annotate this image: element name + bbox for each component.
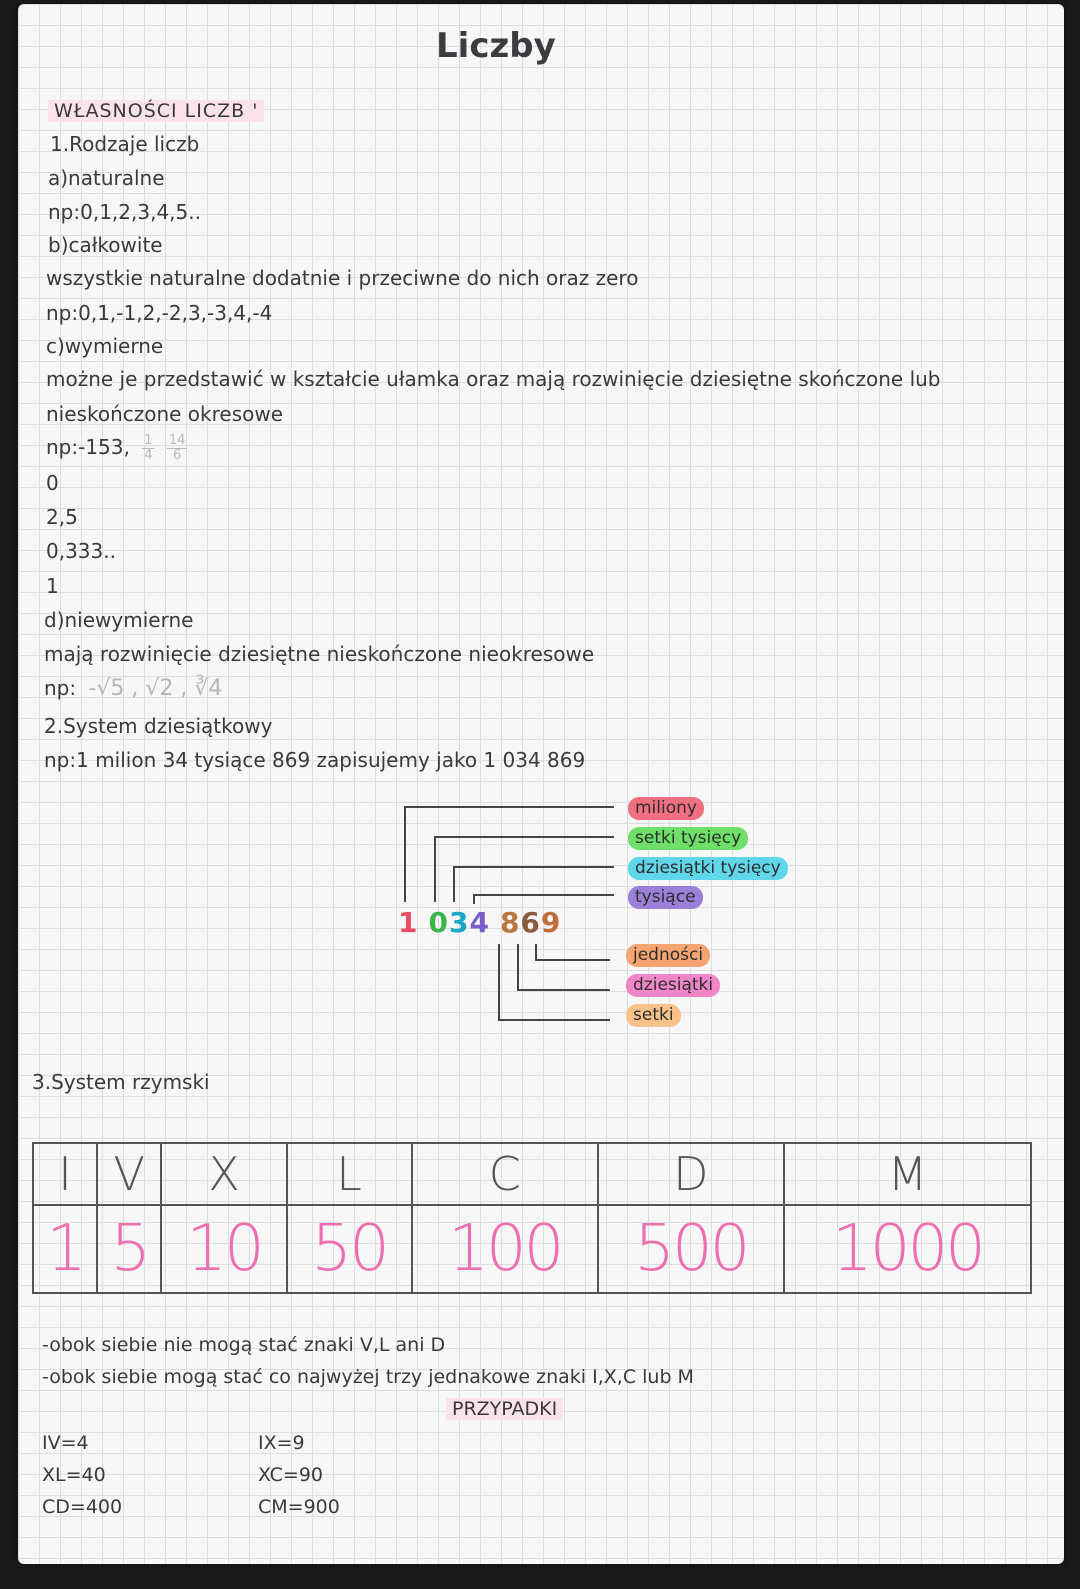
- roman-symbol-cell: I: [33, 1143, 97, 1205]
- section2-heading: 2.System dziesiątkowy: [44, 714, 273, 738]
- naturalne-label: a)naturalne: [48, 166, 165, 190]
- line-setki-v: [498, 944, 500, 1020]
- niewymierne-example: [44, 676, 222, 701]
- case-right: XC=90: [258, 1464, 323, 1486]
- digit-dziesiatki: 6: [520, 906, 541, 939]
- niewymierne-label: d)niewymierne: [44, 608, 194, 632]
- roman-value-cell: 1: [33, 1205, 97, 1293]
- badge-miliony: miliony: [628, 797, 704, 820]
- roman-symbol-cell: M: [784, 1143, 1031, 1205]
- badge-setki: setki: [626, 1004, 681, 1027]
- wymierne-label: c)wymierne: [46, 334, 164, 358]
- niewymierne-desc: mają rozwinięcie dziesiętne nieskończone nieokresowe: [44, 642, 595, 666]
- roman-symbol-cell: V: [97, 1143, 161, 1205]
- fraction-one-quarter: [142, 434, 154, 463]
- badge-setki-tysiecy: setki tysięcy: [628, 827, 748, 850]
- roman-symbol-cell: D: [598, 1143, 784, 1205]
- section1-heading: [48, 98, 264, 122]
- wymierne-example: [46, 434, 187, 463]
- roman-values-row: [33, 1205, 1031, 1293]
- line-dziesiatki-h: [517, 989, 610, 991]
- line-miliony-h: [404, 806, 614, 808]
- digit-setki-tysiecy: 0: [428, 906, 449, 939]
- badge-jednosci: jedności: [626, 944, 710, 967]
- case-left: CD=400: [42, 1496, 123, 1518]
- digit-tysiace: 4: [469, 906, 490, 939]
- roman-symbol-cell: C: [412, 1143, 598, 1205]
- page-title: Liczby: [436, 26, 556, 66]
- fraction-numerator: 1: [144, 433, 153, 448]
- digit-miliony: 1: [398, 906, 419, 939]
- line-setki-h: [498, 1019, 610, 1021]
- roman-value-cell: 1000: [784, 1205, 1031, 1293]
- wymierne-ex-2: 0,333..: [46, 539, 116, 563]
- notebook-page: [18, 4, 1064, 1564]
- section1-heading-text: WŁASNOŚCI LICZB ': [48, 100, 264, 122]
- naturalne-example: np:0,1,2,3,4,5..: [48, 200, 201, 224]
- fraction-fourteen-sixths: [167, 434, 188, 463]
- digit-jednosci: 9: [540, 906, 562, 939]
- line-setki-tysiecy-h: [434, 836, 614, 838]
- wymierne-desc-2: nieskończone okresowe: [46, 402, 284, 426]
- line-dziesiatki-tysiecy-h: [453, 866, 614, 868]
- digit-setki: 8: [499, 906, 521, 939]
- roman-value-cell: 100: [412, 1205, 598, 1293]
- roman-value-cell: 500: [598, 1205, 784, 1293]
- roman-symbol-cell: X: [161, 1143, 286, 1205]
- line-jednosci-v: [535, 944, 537, 960]
- line-dziesiatki-v: [517, 944, 519, 990]
- roman-value-cell: 50: [287, 1205, 412, 1293]
- section3-heading: 3.System rzymski: [32, 1070, 210, 1094]
- case-right: IX=9: [258, 1432, 305, 1454]
- wymierne-ex-1: 2,5: [46, 505, 78, 529]
- badge-dziesiatki: dziesiątki: [626, 974, 720, 997]
- fraction-denominator: 4: [144, 448, 153, 463]
- roman-rule-2: -obok siebie mogą stać co najwyżej trzy jednakowe znaki I,X,C lub M: [42, 1366, 694, 1388]
- line-miliony-v: [404, 806, 406, 902]
- wymierne-desc-1: możne je przedstawić w kształcie ułamka oraz mają rozwinięcie dziesiętne skończone lub: [46, 367, 941, 391]
- roman-rule-1: -obok siebie nie mogą stać znaki V,L ani D: [42, 1334, 446, 1356]
- calkowite-label: b)całkowite: [48, 233, 163, 257]
- case-left: XL=40: [42, 1464, 106, 1486]
- big-number: [398, 906, 561, 939]
- case-right: CM=900: [258, 1496, 340, 1518]
- case-left: IV=4: [42, 1432, 89, 1454]
- niewymierne-example-prefix: np:: [44, 676, 77, 700]
- roman-value-cell: 5: [97, 1205, 161, 1293]
- fraction-numerator: 14: [168, 433, 186, 448]
- section1-subheading: 1.Rodzaje liczb: [50, 132, 200, 156]
- roman-symbols-row: [33, 1143, 1031, 1205]
- wymierne-ex-3: 1: [46, 574, 59, 598]
- roman-numerals-table: [32, 1142, 1032, 1294]
- section2-example: np:1 milion 34 tysiące 869 zapisujemy jako 1 034 869: [44, 748, 586, 772]
- wymierne-ex-0: 0: [46, 471, 59, 495]
- cases-heading-text: PRZYPADKI: [446, 1398, 563, 1420]
- line-dziesiatki-tysiecy-v: [453, 866, 455, 902]
- line-setki-tysiecy-v: [434, 836, 436, 902]
- line-tysiace-h: [473, 894, 614, 896]
- line-jednosci-h: [535, 959, 610, 961]
- wymierne-example-text: np:-153,: [46, 435, 130, 459]
- roots-example: -√5 , √2 , ∛4: [88, 676, 223, 701]
- digit-dziesiatki-tysiecy: 3: [448, 906, 470, 939]
- badge-tysiace: tysiące: [628, 886, 703, 909]
- cases-heading: [446, 1398, 563, 1420]
- roman-value-cell: 10: [161, 1205, 286, 1293]
- badge-dziesiatki-tysiecy: dziesiątki tysięcy: [628, 857, 788, 880]
- calkowite-example: np:0,1,-1,2,-2,3,-3,4,-4: [46, 301, 273, 325]
- roman-symbol-cell: L: [287, 1143, 412, 1205]
- calkowite-desc: wszystkie naturalne dodatnie i przeciwne do nich oraz zero: [46, 266, 639, 290]
- fraction-denominator: 6: [172, 448, 182, 463]
